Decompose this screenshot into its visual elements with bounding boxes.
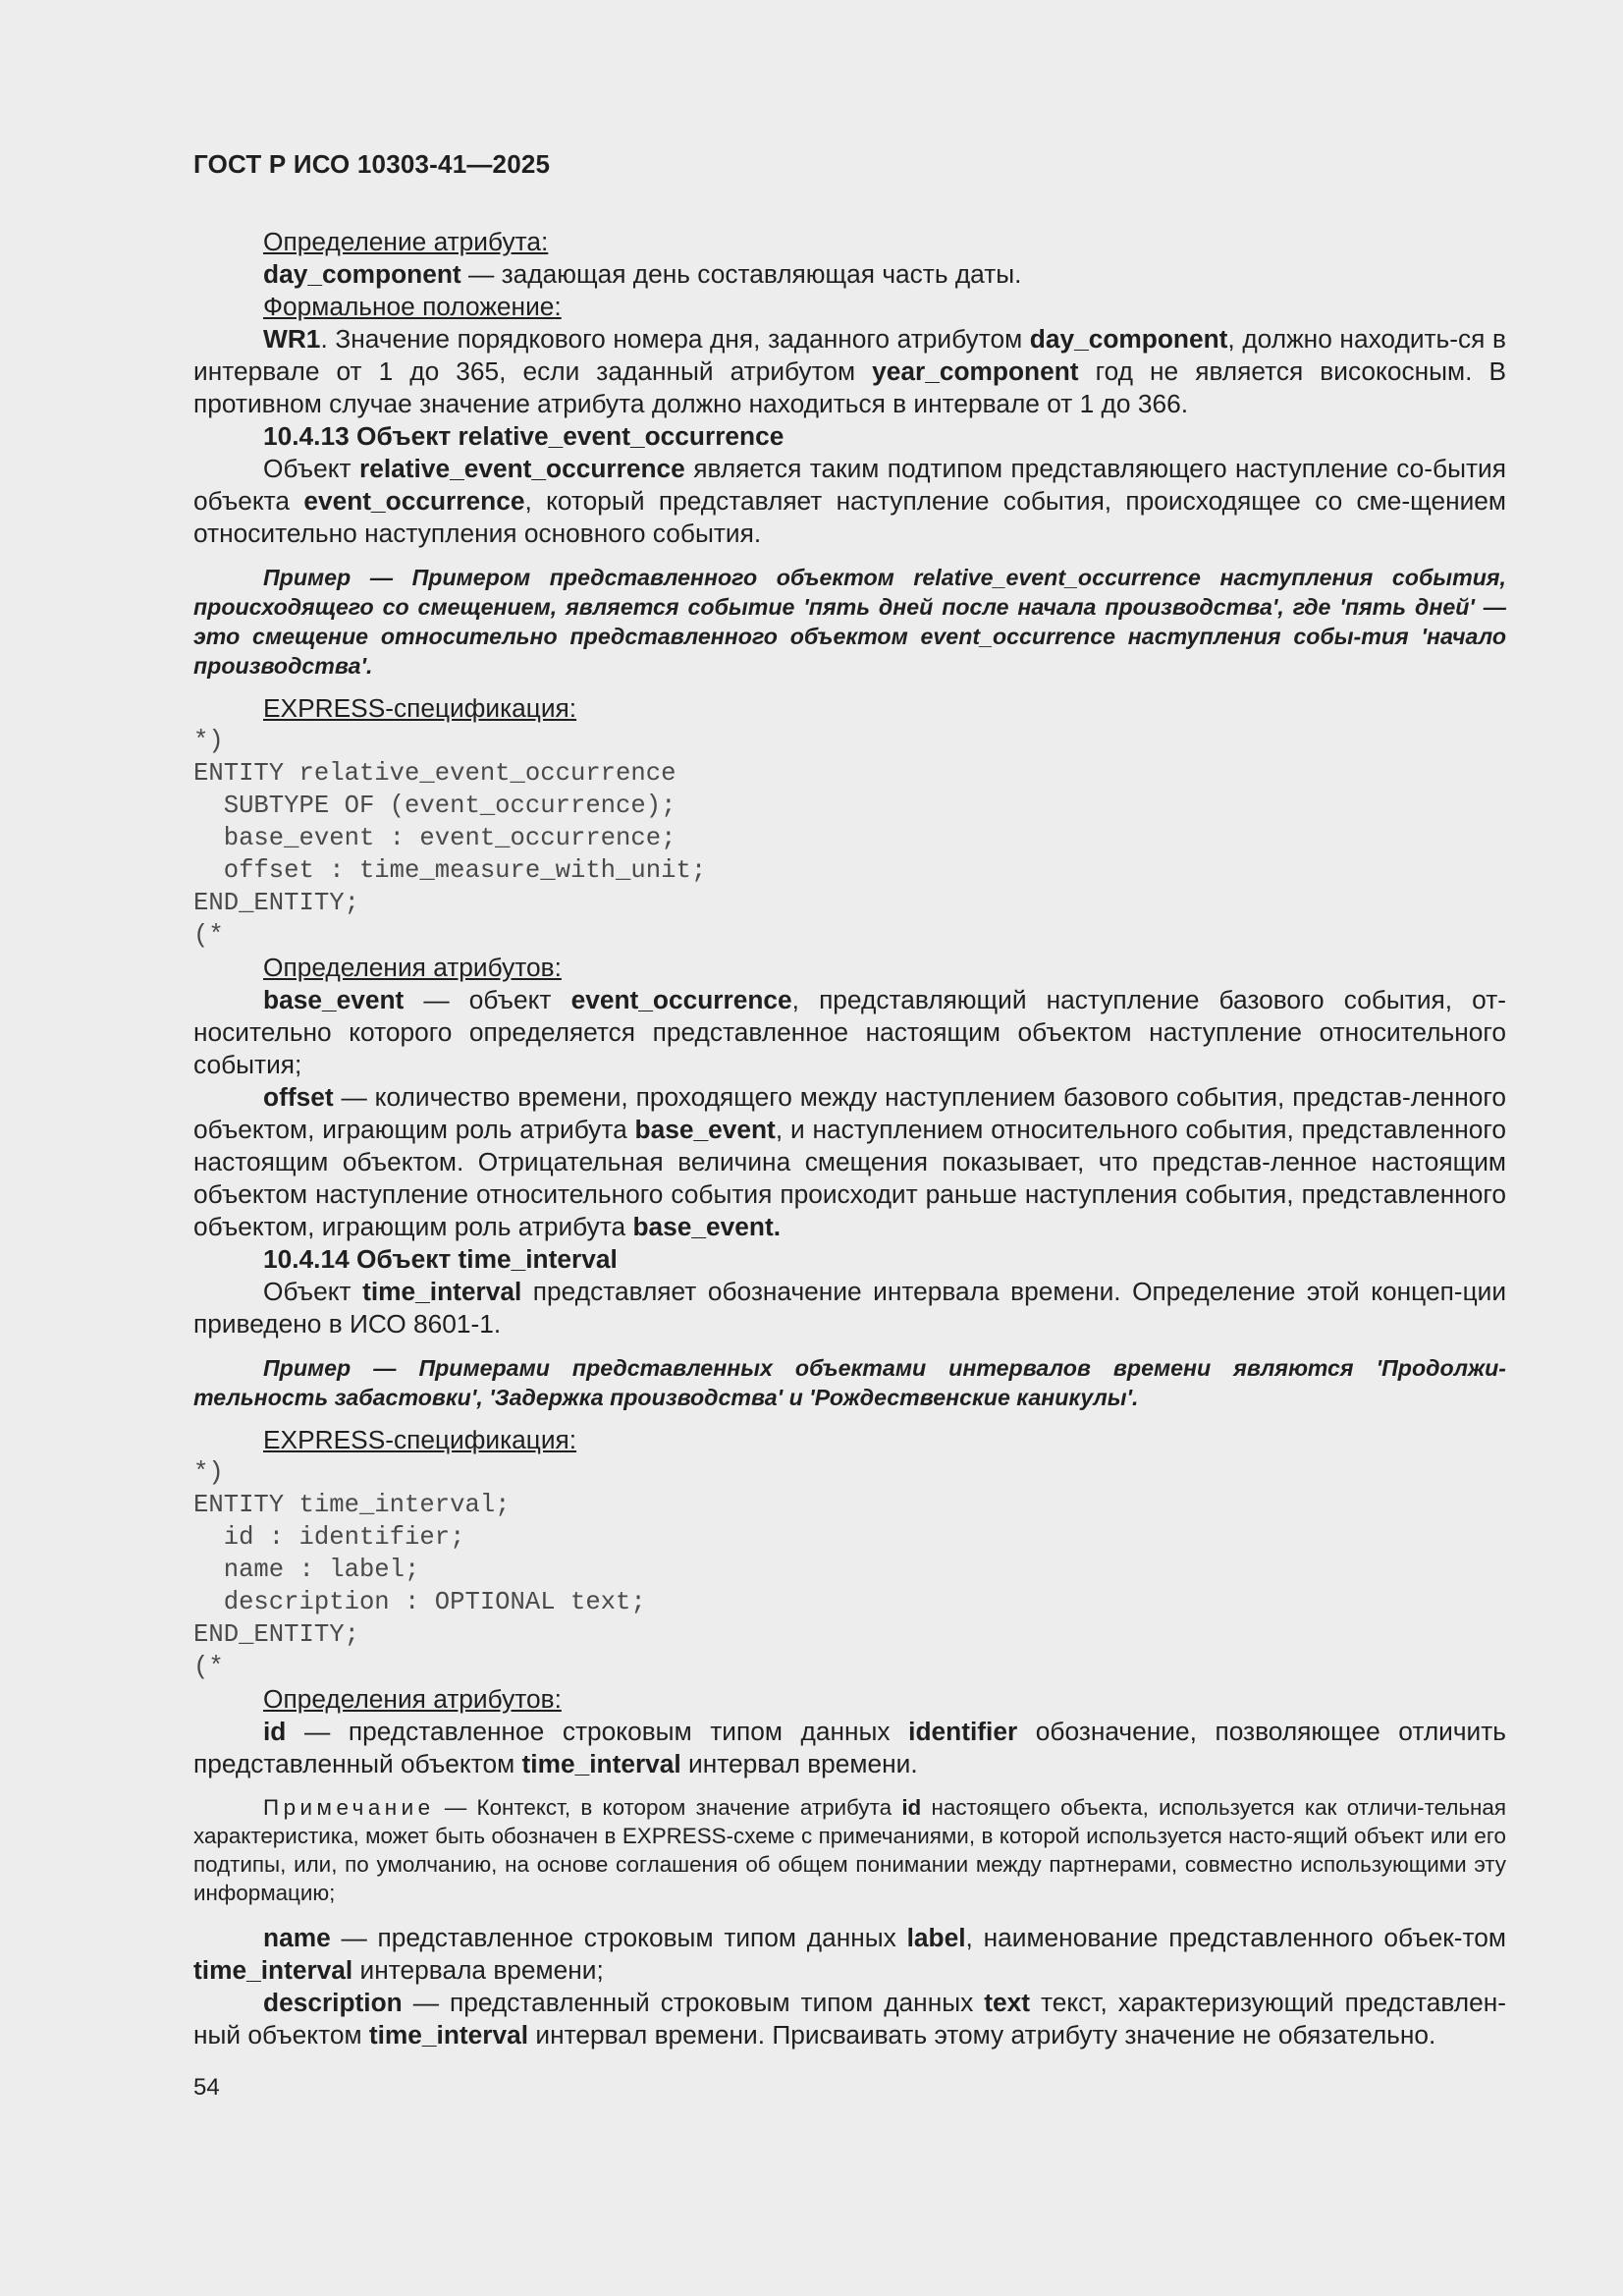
- attrs-heading-2-text: Определения атрибутов:: [263, 1684, 562, 1714]
- day-component-text: — задающая день составляющая часть даты.: [460, 259, 1022, 289]
- express-heading-2-text: EXPRESS-спецификация:: [263, 1425, 577, 1454]
- express-heading-1-text: EXPRESS-спецификация:: [263, 693, 577, 723]
- document-header: ГОСТ Р ИСО 10303-41—2025: [193, 149, 551, 179]
- express-heading-1: [193, 692, 1506, 725]
- id-bold-2: time_interval: [521, 1749, 681, 1778]
- name-text-1: — представленное строковым типом данных: [330, 1923, 907, 1952]
- rel-text-2: является таким подтипом представляющего наступление со-бытия объекта: [193, 454, 1506, 516]
- base-text-2: , представляющий наступление базового события, от-носительно которого определяется представленное настоящим объектом наступление относительного события;: [193, 985, 1507, 1079]
- id-bold-1: identifier: [908, 1717, 1018, 1746]
- ti-bold-1: time_interval: [362, 1277, 522, 1306]
- note-paragraph: [193, 1793, 1506, 1907]
- attr-def-heading: [193, 226, 1506, 258]
- name-bold-2: time_interval: [193, 1955, 353, 1985]
- base-bold-1: event_occurrence: [570, 985, 792, 1014]
- time-interval-paragraph: [193, 1276, 1506, 1340]
- formal-heading-text: Формальное положение:: [263, 292, 562, 321]
- wr1-bold-1: day_component: [1029, 324, 1228, 354]
- name-bold-1: label: [906, 1923, 966, 1952]
- note-bold-1: id: [901, 1795, 922, 1820]
- attrs-heading-1: [193, 952, 1506, 984]
- base-text-1: — объект: [404, 985, 571, 1014]
- example-relative-event: Пример — Примером представленного объектом relative_event_occurrence наступления события, происходящего со смещением, является событие 'пять дней после начала производства', где 'пять дней' — это смещение относительно представленного объектом event_occurrence наступления собы-тия 'начало производства'.: [193, 565, 1506, 679]
- ti-text-2: представляет обозначение интервала времени. Определение этой концеп-ции приведено в ИСО 8601-1.: [193, 1277, 1507, 1339]
- note-label: Примечание: [263, 1795, 435, 1820]
- attrs-heading-1-text: Определения атрибутов:: [263, 953, 562, 982]
- wr1-text-1: . Значение порядкового номера дня, заданного атрибутом: [320, 324, 1030, 354]
- name-text-3: интервала времени;: [352, 1955, 604, 1985]
- offset-bold-1: base_event: [634, 1115, 776, 1144]
- offset-bold-2: base_event.: [632, 1212, 782, 1241]
- attrs-heading-2: [193, 1683, 1506, 1716]
- id-def: [193, 1716, 1506, 1780]
- relative-event-paragraph: [193, 453, 1506, 550]
- name-text-2: , наименование представленного объек-том: [965, 1923, 1507, 1952]
- id-text-3: интервал времени.: [680, 1749, 918, 1778]
- wr1-bold-2: year_component: [872, 356, 1079, 386]
- section-heading-10-4-13: 10.4.13 Объект relative_event_occurrence: [263, 421, 784, 451]
- note-text-1: — Контекст, в котором значение атрибута: [434, 1795, 902, 1820]
- desc-bold-1: text: [984, 1988, 1031, 2017]
- offset-name: offset: [263, 1082, 334, 1112]
- id-name: id: [263, 1717, 287, 1746]
- base-event-name: base_event: [263, 985, 405, 1014]
- rel-bold-1: relative_event_occurrence: [358, 454, 685, 483]
- desc-text-3: интервал времени. Присваивать этому атрибуту значение не обязательно.: [528, 2020, 1436, 2050]
- id-text-1: — представленное строковым типом данных: [286, 1717, 909, 1746]
- rel-text-1: Объект: [263, 454, 359, 483]
- example-time-interval: Пример — Примерами представленных объектами интервалов времени являются 'Продолжи-тельность забастовки', 'Задержка производства' и 'Рождественские каникулы'.: [193, 1355, 1506, 1410]
- desc-text-1: — представленный строковым типом данных: [402, 1988, 985, 2017]
- day-component-name: day_component: [263, 259, 461, 289]
- wr1-text-2: , должно находить-ся в интервале от 1 до 365, если заданный атрибутом: [193, 324, 1506, 386]
- note-text-2: настоящего объекта, используется как отличи-тельная характеристика, может быть обозначен в EXPRESS-схеме с примечаниями, в которой используется насто-ящий объект или его подтипы, или, по умолчанию, на основе соглашения об общем понимании между партнерами, совместно использующими эту информацию;: [193, 1795, 1507, 1905]
- description-def: [193, 1987, 1506, 2051]
- id-text-2: обозначение, позволяющее отличить представленный объектом: [193, 1717, 1506, 1778]
- day-component-def: [193, 258, 1506, 291]
- section-heading-10-4-14: 10.4.14 Объект time_interval: [263, 1244, 618, 1274]
- express-heading-2: [193, 1424, 1506, 1456]
- ti-text-1: Объект: [263, 1277, 363, 1306]
- offset-text-1: — количество времени, проходящего между наступлением базового события, представ-ленного объектом, играющим роль атрибута: [193, 1082, 1506, 1144]
- page-content: [193, 226, 1506, 2051]
- express-code-relative-event: *) ENTITY relative_event_occurrence SUBTYPE OF (event_occurrence); base_event : event_occurrence; offset : time_measure_with_unit; END_ENTITY; (*: [193, 727, 707, 950]
- wr1-paragraph: [193, 323, 1506, 420]
- offset-def: [193, 1081, 1506, 1243]
- desc-bold-2: time_interval: [368, 2020, 529, 2050]
- desc-name: description: [263, 1988, 403, 2017]
- rel-text-3: , который представляет наступление события, происходящее со сме-щением относительно наступления основного события.: [193, 486, 1506, 548]
- base-event-def: [193, 984, 1506, 1081]
- formal-heading: [193, 291, 1506, 323]
- wr1-label: WR1: [263, 324, 321, 354]
- attr-def-heading-text: Определение атрибута:: [263, 227, 549, 256]
- page-number: 54: [193, 2074, 220, 2101]
- wr1-text-3: год не является високосным. В противном случае значение атрибута должно находиться в интервале от 1 до 366.: [193, 356, 1506, 418]
- offset-text-2: , и наступлением относительного события, представленного настоящим объектом. Отрицательная величина смещения показывает, что представ-ленное настоящим объектом наступление относительного события происходит раньше наступления события, представленного объектом, играющим роль атрибута: [193, 1115, 1507, 1241]
- desc-text-2: текст, характеризующий представлен-ный объектом: [193, 1988, 1506, 2050]
- name-def: [193, 1922, 1506, 1987]
- rel-bold-2: event_occurrence: [303, 486, 525, 516]
- express-code-time-interval: *) ENTITY time_interval; id : identifier; name : label; description : OPTIONAL text; END_ENTITY; (*: [193, 1458, 646, 1681]
- name-name: name: [263, 1923, 331, 1952]
